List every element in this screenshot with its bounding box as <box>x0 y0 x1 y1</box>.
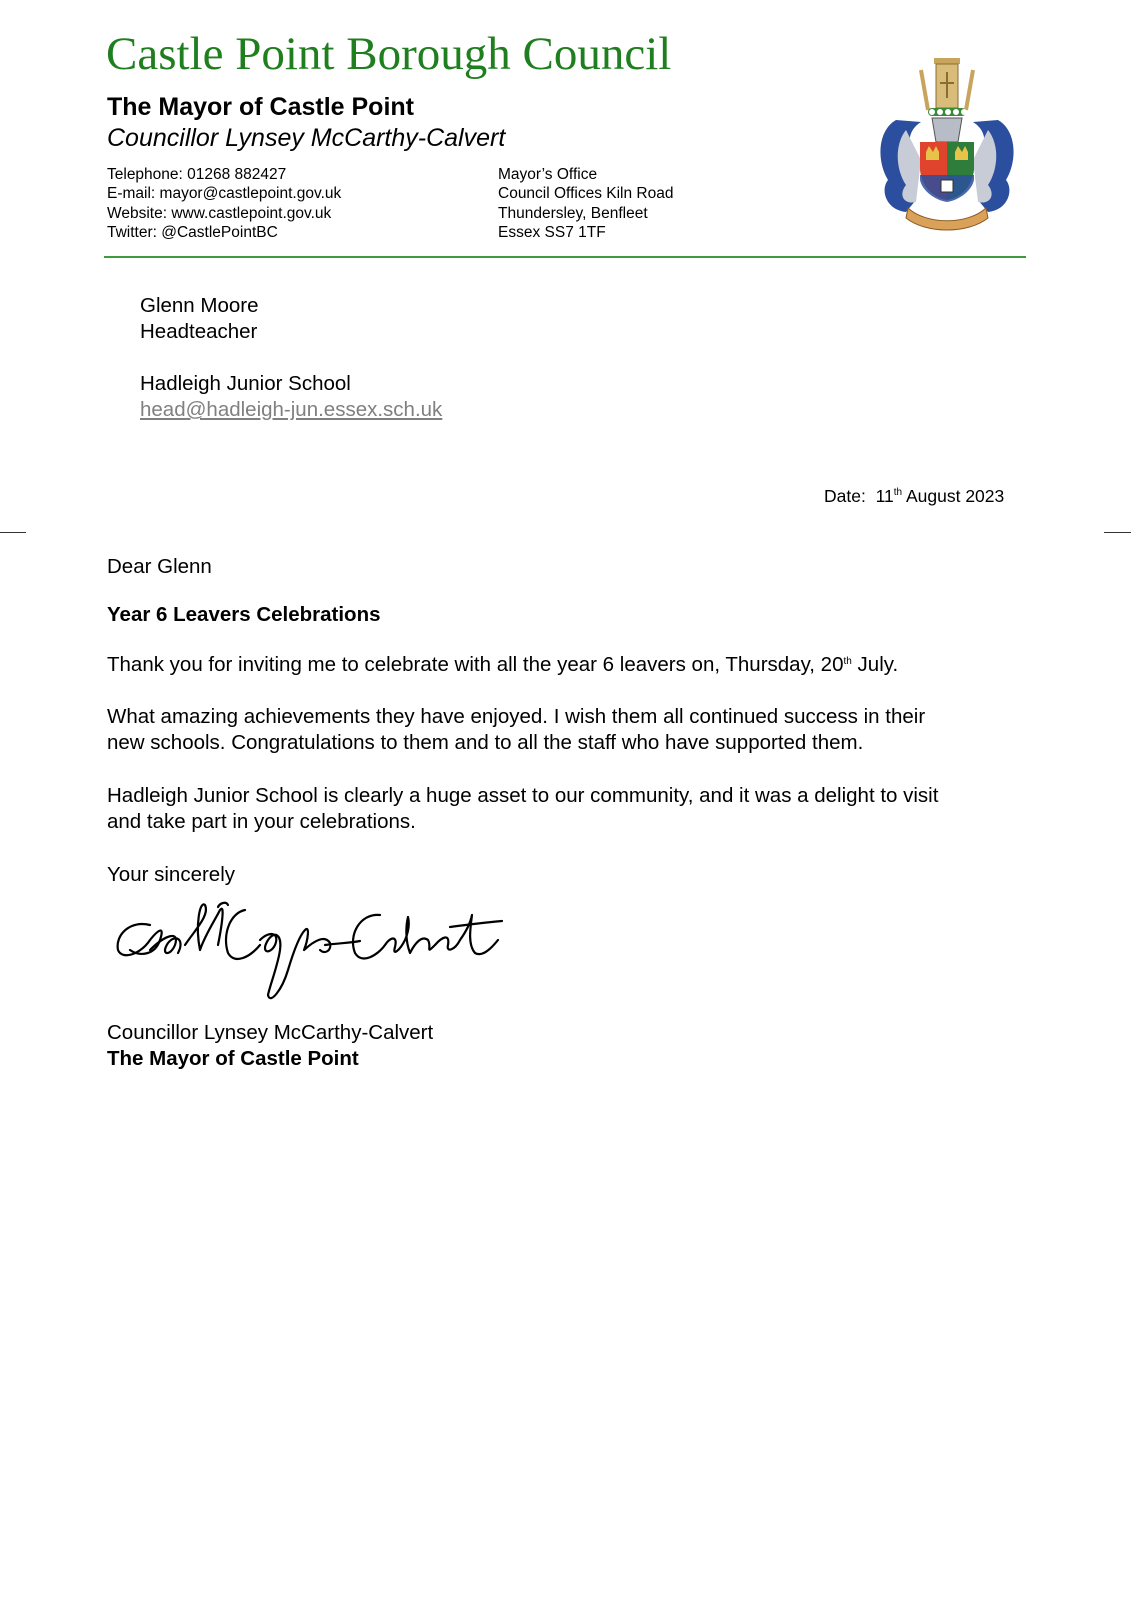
paragraph-2 <box>107 704 925 756</box>
closing: Your sincerely <box>107 863 236 886</box>
salutation: Dear Glenn <box>107 555 212 578</box>
email: E-mail: mayor@castlepoint.gov.uk <box>107 185 342 203</box>
address-line: Essex SS7 1TF <box>498 223 606 241</box>
recipient-email-link[interactable]: head@hadleigh-jun.essex.sch.uk <box>140 398 443 421</box>
website: Website: www.castlepoint.gov.uk <box>107 204 332 222</box>
coat-of-arms-icon <box>876 50 1018 235</box>
header-divider <box>104 256 1026 258</box>
handwritten-signature-icon <box>110 895 505 1010</box>
fold-mark-right <box>1104 532 1131 533</box>
telephone: Telephone: 01268 882427 <box>107 166 287 183</box>
paragraph-1-end: July. <box>851 653 899 676</box>
paragraph-1 <box>107 652 898 678</box>
paragraph-line: Hadleigh Junior School is clearly a huge asset to our community, and it was a delight to visit <box>107 784 939 807</box>
recipient-block <box>140 293 442 423</box>
paragraph-line: What amazing achievements they have enjoyed. I wish them all continued success in their <box>107 705 926 728</box>
office-title: The Mayor of Castle Point <box>107 93 414 121</box>
office-address <box>498 165 673 242</box>
twitter: Twitter: @CastlePointBC <box>107 223 278 241</box>
address-line: Mayor’s Office <box>498 166 598 183</box>
date-day: 11 <box>875 486 894 506</box>
office-holder: Councillor Lynsey McCarthy-Calvert <box>107 124 506 152</box>
subject-line: Year 6 Leavers Celebrations <box>107 603 381 626</box>
letter-date <box>824 485 1004 507</box>
organisation-name: Castle Point Borough Council <box>106 28 672 80</box>
signatory-role: The Mayor of Castle Point <box>107 1047 359 1070</box>
address-line: Thundersley, Benfleet <box>498 204 648 222</box>
recipient-role: Headteacher <box>140 320 258 343</box>
recipient-name: Glenn Moore <box>140 294 259 317</box>
address-line: Council Offices Kiln Road <box>498 185 674 203</box>
date-rest: August 2023 <box>905 486 1005 506</box>
date-label: Date: <box>824 486 866 506</box>
paragraph-line: new schools. Congratulations to them and to all the staff who have supported them. <box>107 731 864 754</box>
contact-details <box>107 165 341 242</box>
fold-mark-left <box>0 532 26 533</box>
signatory-name: Councillor Lynsey McCarthy-Calvert <box>107 1021 434 1044</box>
date-suffix: th <box>893 487 903 498</box>
recipient-school: Hadleigh Junior School <box>140 372 351 395</box>
ordinal-suffix: th <box>843 656 852 667</box>
paragraph-line: and take part in your celebrations. <box>107 810 416 833</box>
paragraph-3 <box>107 783 938 835</box>
paragraph-1-text: Thank you for inviting me to celebrate with all the year 6 leavers on, Thursday, 20 <box>107 653 844 676</box>
